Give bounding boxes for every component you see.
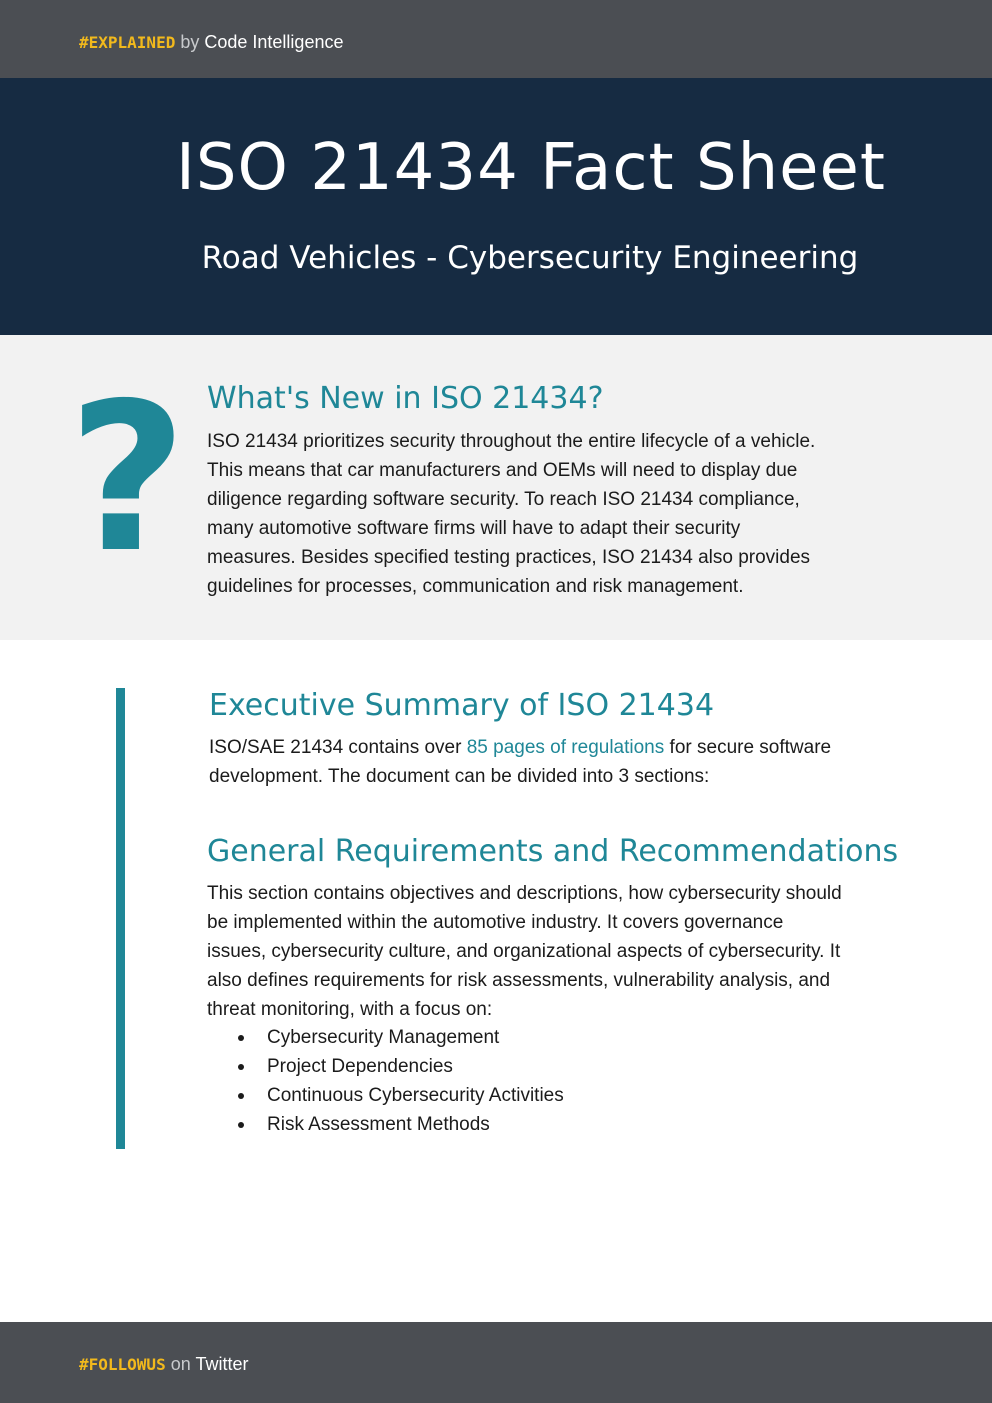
footer-hashtag[interactable]: #FOLLOWUS	[79, 1355, 166, 1374]
summary-text: ISO/SAE 21434 contains over	[209, 737, 467, 758]
whats-new-line: many automotive software firms will have to adapt their security	[207, 518, 741, 539]
whats-new-line: guidelines for processes, communication and risk management.	[207, 576, 744, 597]
general-line: This section contains objectives and descriptions, how cybersecurity should	[207, 883, 842, 904]
bullet-icon	[238, 1093, 244, 1099]
footer-tagline	[79, 1352, 248, 1377]
list-item-label: Continuous Cybersecurity Activities	[267, 1085, 564, 1106]
summary-text: for secure software	[664, 737, 832, 758]
header-by: by	[180, 32, 200, 52]
general-line: threat monitoring, with a focus on:	[207, 999, 493, 1020]
executive-summary-heading: Executive Summary of ISO 21434	[209, 688, 715, 723]
list-item-label: Project Dependencies	[267, 1056, 453, 1077]
header-tagline	[79, 30, 343, 55]
whats-new-line: ISO 21434 prioritizes security throughout the entire lifecycle of a vehicle.	[207, 431, 816, 452]
summary-text: development. The document can be divided into 3 sections:	[209, 766, 710, 787]
header-brand: Code Intelligence	[204, 32, 344, 52]
bullet-icon	[238, 1064, 244, 1070]
footer-platform[interactable]: Twitter	[195, 1354, 249, 1374]
hero-banner	[0, 78, 992, 335]
page-title: ISO 21434 Fact Sheet	[176, 131, 886, 205]
whats-new-line: diligence regarding software security. To reach ISO 21434 compliance,	[207, 489, 800, 510]
general-requirements-heading: General Requirements and Recommendations	[207, 834, 899, 869]
footer-on: on	[170, 1354, 191, 1374]
bullet-icon	[238, 1035, 244, 1041]
executive-summary-paragraph	[209, 733, 831, 791]
page-subtitle: Road Vehicles - Cybersecurity Engineering	[201, 240, 859, 276]
list-item	[207, 1023, 564, 1052]
general-line: be implemented within the automotive industry. It covers governance	[207, 912, 784, 933]
list-item	[207, 1052, 564, 1081]
list-item-label: Cybersecurity Management	[267, 1027, 500, 1048]
list-item-label: Risk Assessment Methods	[267, 1114, 490, 1135]
whats-new-line: measures. Besides specified testing practices, ISO 21434 also provides	[207, 547, 811, 568]
list-item	[207, 1110, 564, 1139]
whats-new-paragraph	[207, 427, 815, 601]
general-line: issues, cybersecurity culture, and organizational aspects of cybersecurity. It	[207, 941, 841, 962]
footer-bar	[0, 1322, 992, 1403]
focus-bullet-list	[207, 1023, 564, 1139]
top-bar	[0, 0, 992, 78]
question-mark-icon: ?	[68, 360, 187, 598]
whats-new-heading: What's New in ISO 21434?	[207, 381, 604, 416]
general-line: also defines requirements for risk assessments, vulnerability analysis, and	[207, 970, 831, 991]
general-requirements-paragraph	[207, 879, 842, 1024]
whats-new-line: This means that car manufacturers and OEMs will need to display due	[207, 460, 798, 481]
regulations-link[interactable]: 85 pages of regulations	[466, 737, 665, 758]
bullet-icon	[238, 1122, 244, 1128]
list-item	[207, 1081, 564, 1110]
header-hashtag[interactable]: #EXPLAINED	[79, 33, 176, 52]
accent-vertical-bar	[116, 688, 125, 1149]
